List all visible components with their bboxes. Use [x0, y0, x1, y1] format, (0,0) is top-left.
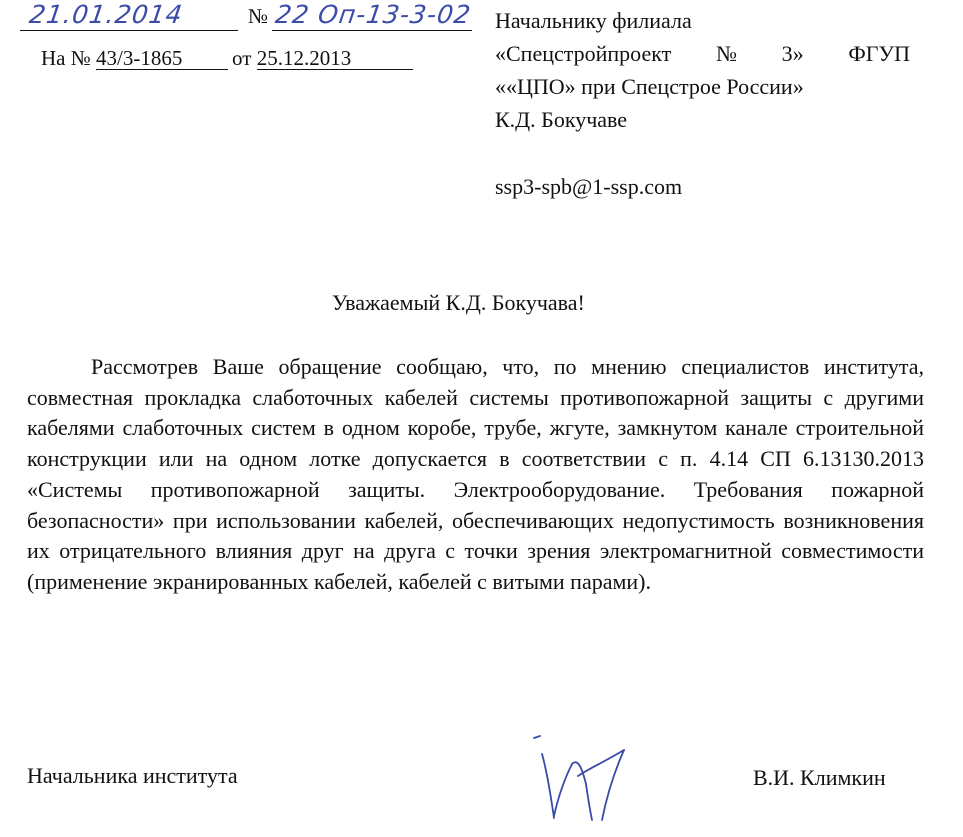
addressee-block: [495, 4, 910, 203]
addressee-line-2-part: №: [715, 41, 737, 66]
addressee-line-2-part: ФГУП: [848, 41, 910, 66]
addressee-email: ssp3-spb@1-ssp.com: [495, 174, 683, 199]
addressee-line-2-part: «Спецстройпроект: [495, 41, 672, 66]
ref-date: 25.12.2013: [256, 46, 352, 70]
reference-line: [41, 46, 413, 71]
addressee-line-1: Начальнику филиала: [495, 8, 692, 33]
ref-from: от: [232, 46, 252, 70]
ref-number-field: [96, 47, 228, 70]
addressee-line-3: ««ЦПО» при Спецстрое России»: [495, 74, 804, 99]
outgoing-registration-line: [20, 0, 474, 31]
number-sign: №: [248, 4, 269, 28]
addressee-line-2: [495, 37, 910, 70]
ref-number: 43/3-1865: [96, 46, 183, 70]
addressee-line-2-part: 3»: [781, 41, 804, 66]
addressee-line-4: К.Д. Бокучаве: [495, 107, 628, 132]
salutation: Уважаемый К.Д. Бокучава!: [332, 290, 585, 315]
ref-prefix: На №: [41, 46, 91, 70]
outgoing-date-field: [20, 0, 238, 31]
signatory-name: В.И. Климкин: [753, 765, 886, 790]
handwritten-signature-icon: [520, 728, 670, 828]
outgoing-number-field: [272, 0, 474, 31]
ref-date-field: [257, 47, 413, 70]
signatory-position: Начальника института: [27, 763, 238, 788]
letter-body: [27, 352, 924, 598]
outgoing-number: 22 Оп-13-3-02: [273, 0, 474, 29]
outgoing-date: 21.01.2014: [27, 0, 185, 29]
body-paragraph: Рассмотрев Ваше обращение сообщаю, что, по мнению специалистов института, совместная прокладка слаботочных кабелей системы противопожарной защиты с другими кабелями слаботочных систем в одном коробе, трубе, жгуте, замкнутом канале строительной конструкции или на одном лотке допускается в соответствии с п. 4.14 СП 6.13130.2013 «Системы противопожарной защиты. Электрооборудование. Требования пожарной безопасности» при использовании кабелей, обеспечивающих недопустимость возникновения их отрицательного влияния друг на друга с точки зрения электромагнитной совместимости (применение экранированных кабелей, кабелей с витыми парами).: [27, 354, 924, 594]
